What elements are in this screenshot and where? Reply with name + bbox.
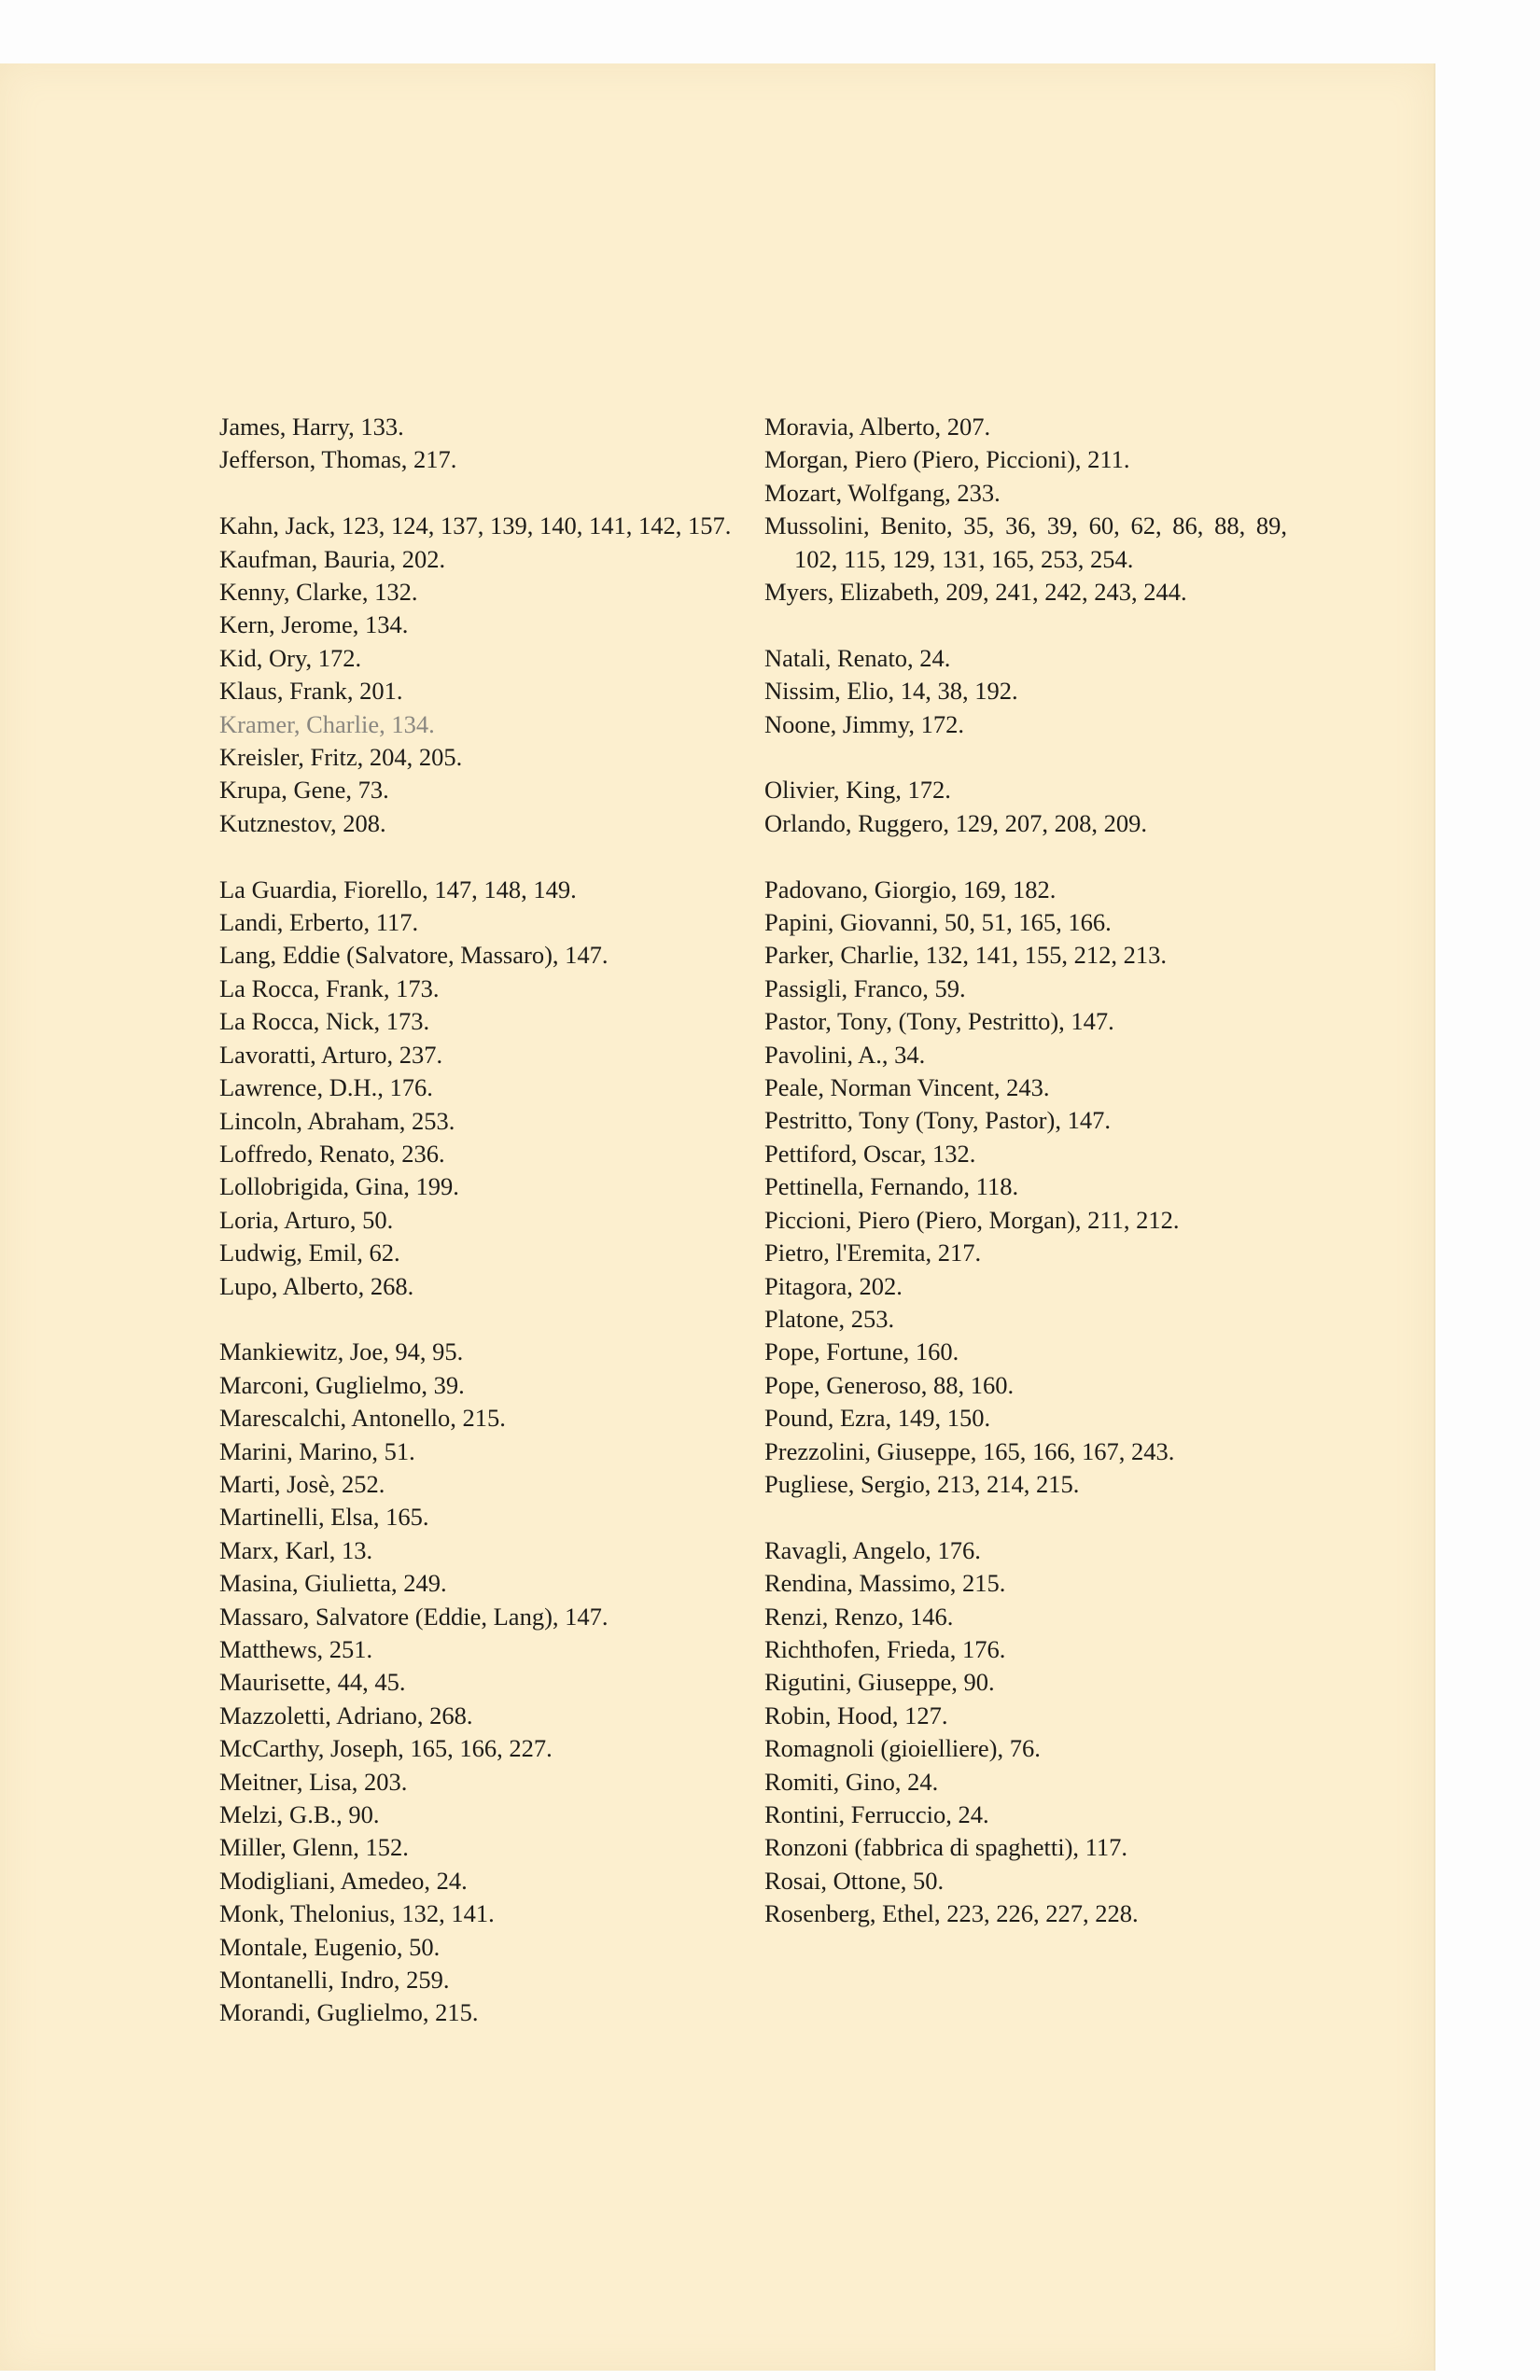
index-entry: Rontini, Ferruccio, 24.: [764, 1800, 989, 1828]
index-entry: Romagnoli (gioielliere), 76.: [764, 1734, 1041, 1763]
index-entry: Robin, Hood, 127.: [764, 1701, 948, 1729]
index-entry: Kahn, Jack, 123, 124, 137, 139, 140, 141, 142, 157.: [219, 511, 732, 540]
scanned-page: [0, 63, 1435, 2371]
index-entry: Moravia, Alberto, 207.: [764, 413, 991, 441]
index-entry: Mazzoletti, Adriano, 268.: [219, 1701, 473, 1729]
index-entry: La Rocca, Nick, 173.: [219, 1007, 430, 1036]
index-entry: Lawrence, D.H., 176.: [219, 1073, 433, 1102]
index-entry: Klaus, Frank, 201.: [219, 677, 403, 706]
index-entry: Peale, Norman Vincent, 243.: [764, 1073, 1050, 1102]
index-entry: Modigliani, Amedeo, 24.: [219, 1866, 468, 1895]
index-entry: Natali, Renato, 24.: [764, 643, 951, 672]
index-entry: Pavolini, A., 34.: [764, 1040, 926, 1069]
index-entry: James, Harry, 133.: [219, 413, 404, 441]
index-entry: Morgan, Piero (Piero, Piccioni), 211.: [764, 445, 1130, 474]
index-entry: Piccioni, Piero (Piero, Morgan), 211, 212.: [764, 1205, 1180, 1234]
index-entry: Landi, Erberto, 117.: [219, 908, 419, 937]
index-entry: Pugliese, Sergio, 213, 214, 215.: [764, 1469, 1080, 1498]
index-entry: Monk, Thelonius, 132, 141.: [219, 1899, 495, 1928]
index-entry: Ravagli, Angelo, 176.: [764, 1535, 981, 1564]
index-entry: Pestritto, Tony (Tony, Pastor), 147.: [764, 1106, 1111, 1135]
index-column-left: [219, 411, 742, 2030]
index-entry: Pietro, l'Eremita, 217.: [764, 1239, 982, 1267]
index-entry: Platone, 253.: [764, 1304, 895, 1333]
index-entry: Marini, Marino, 51.: [219, 1436, 415, 1465]
index-entry: Marescalchi, Antonello, 215.: [219, 1404, 506, 1433]
index-entry: Martinelli, Elsa, 165.: [219, 1503, 429, 1532]
index-entry: Maurisette, 44, 45.: [219, 1668, 406, 1697]
index-column-right: [764, 411, 1287, 1931]
index-entry: Marti, Josè, 252.: [219, 1469, 385, 1498]
index-entry: Kramer, Charlie, 134.: [219, 709, 435, 738]
index-entry: Montale, Eugenio, 50.: [219, 1932, 441, 1961]
index-entry: Pope, Fortune, 160.: [764, 1337, 959, 1366]
index-entry: Pitagora, 202.: [764, 1271, 903, 1300]
index-entry: Loria, Arturo, 50.: [219, 1205, 394, 1234]
index-entry: Lincoln, Abraham, 253.: [219, 1106, 455, 1135]
index-entry: Lang, Eddie (Salvatore, Massaro), 147.: [219, 941, 609, 970]
index-entry: La Guardia, Fiorello, 147, 148, 149.: [219, 875, 577, 903]
index-entry: Kaufman, Bauria, 202.: [219, 544, 446, 573]
index-entry: Matthews, 251.: [219, 1634, 373, 1663]
index-entry: Lupo, Alberto, 268.: [219, 1271, 414, 1300]
index-entry: Kenny, Clarke, 132.: [219, 578, 418, 607]
index-entry: Noone, Jimmy, 172.: [764, 709, 964, 738]
index-entry: Kern, Jerome, 134.: [219, 610, 409, 639]
index-entry: Padovano, Giorgio, 169, 182.: [764, 875, 1057, 903]
index-entry: Renzi, Renzo, 146.: [764, 1602, 954, 1631]
index-entry: Masina, Giulietta, 249.: [219, 1569, 447, 1598]
index-entry: Lollobrigida, Gina, 199.: [219, 1172, 459, 1201]
index-entry: Pope, Generoso, 88, 160.: [764, 1370, 1015, 1399]
index-entry: Rosenberg, Ethel, 223, 226, 227, 228.: [764, 1899, 1139, 1928]
index-entry: Richthofen, Frieda, 176.: [764, 1634, 1006, 1663]
index-entry: Ronzoni (fabbrica di spaghetti), 117.: [764, 1833, 1128, 1862]
index-entry: Miller, Glenn, 152.: [219, 1833, 409, 1862]
index-entry: Kid, Ory, 172.: [219, 643, 362, 672]
index-entry: Meitner, Lisa, 203.: [219, 1767, 408, 1796]
index-entry: Pastor, Tony, (Tony, Pestritto), 147.: [764, 1007, 1114, 1036]
index-entry: Nissim, Elio, 14, 38, 192.: [764, 677, 1018, 706]
index-entry: McCarthy, Joseph, 165, 166, 227.: [219, 1734, 553, 1763]
index-entry: Morandi, Guglielmo, 215.: [219, 1998, 479, 2027]
index-entry: Mozart, Wolfgang, 233.: [764, 478, 1001, 507]
index-entry: Melzi, G.B., 90.: [219, 1800, 380, 1829]
index-entry: Jefferson, Thomas, 217.: [219, 445, 457, 474]
index-entry: Mussolini, Benito, 35, 36, 39, 60, 62, 86, 88, 89, 102, 115, 129, 131, 165, 253, 254.: [764, 511, 1287, 573]
index-entry: Montanelli, Indro, 259.: [219, 1966, 450, 1995]
index-entry: Passigli, Franco, 59.: [764, 973, 966, 1002]
index-entry: Kreisler, Fritz, 204, 205.: [219, 743, 463, 772]
index-entry: Kutznestov, 208.: [219, 808, 386, 837]
index-entry: Krupa, Gene, 73.: [219, 776, 389, 805]
index-entry: Olivier, King, 172.: [764, 776, 951, 805]
index-entry: Pound, Ezra, 149, 150.: [764, 1404, 991, 1433]
index-entry: Rendina, Massimo, 215.: [764, 1569, 1006, 1598]
index-entry: Rosai, Ottone, 50.: [764, 1866, 945, 1895]
index-entry: Prezzolini, Giuseppe, 165, 166, 167, 243.: [764, 1436, 1175, 1465]
index-entry: Massaro, Salvatore (Eddie, Lang), 147.: [219, 1602, 609, 1631]
index-entry: Loffredo, Renato, 236.: [219, 1139, 445, 1168]
index-entry: Pettinella, Fernando, 118.: [764, 1172, 1019, 1201]
index-entry: Marconi, Guglielmo, 39.: [219, 1370, 465, 1399]
index-entry: Orlando, Ruggero, 129, 207, 208, 209.: [764, 808, 1147, 837]
index-entry: Ludwig, Emil, 62.: [219, 1239, 400, 1267]
index-entry: Mankiewitz, Joe, 94, 95.: [219, 1337, 464, 1366]
index-entry: Papini, Giovanni, 50, 51, 165, 166.: [764, 908, 1112, 937]
index-entry: Romiti, Gino, 24.: [764, 1767, 939, 1796]
index-entry: Parker, Charlie, 132, 141, 155, 212, 213.: [764, 941, 1167, 970]
index-entry: Pettiford, Oscar, 132.: [764, 1139, 976, 1168]
index-entry: Marx, Karl, 13.: [219, 1535, 373, 1564]
index-entry: Lavoratti, Arturo, 237.: [219, 1040, 443, 1069]
index-entry: La Rocca, Frank, 173.: [219, 973, 440, 1002]
index-entry: Myers, Elizabeth, 209, 241, 242, 243, 244.: [764, 578, 1187, 607]
index-entry: Rigutini, Giuseppe, 90.: [764, 1668, 995, 1697]
